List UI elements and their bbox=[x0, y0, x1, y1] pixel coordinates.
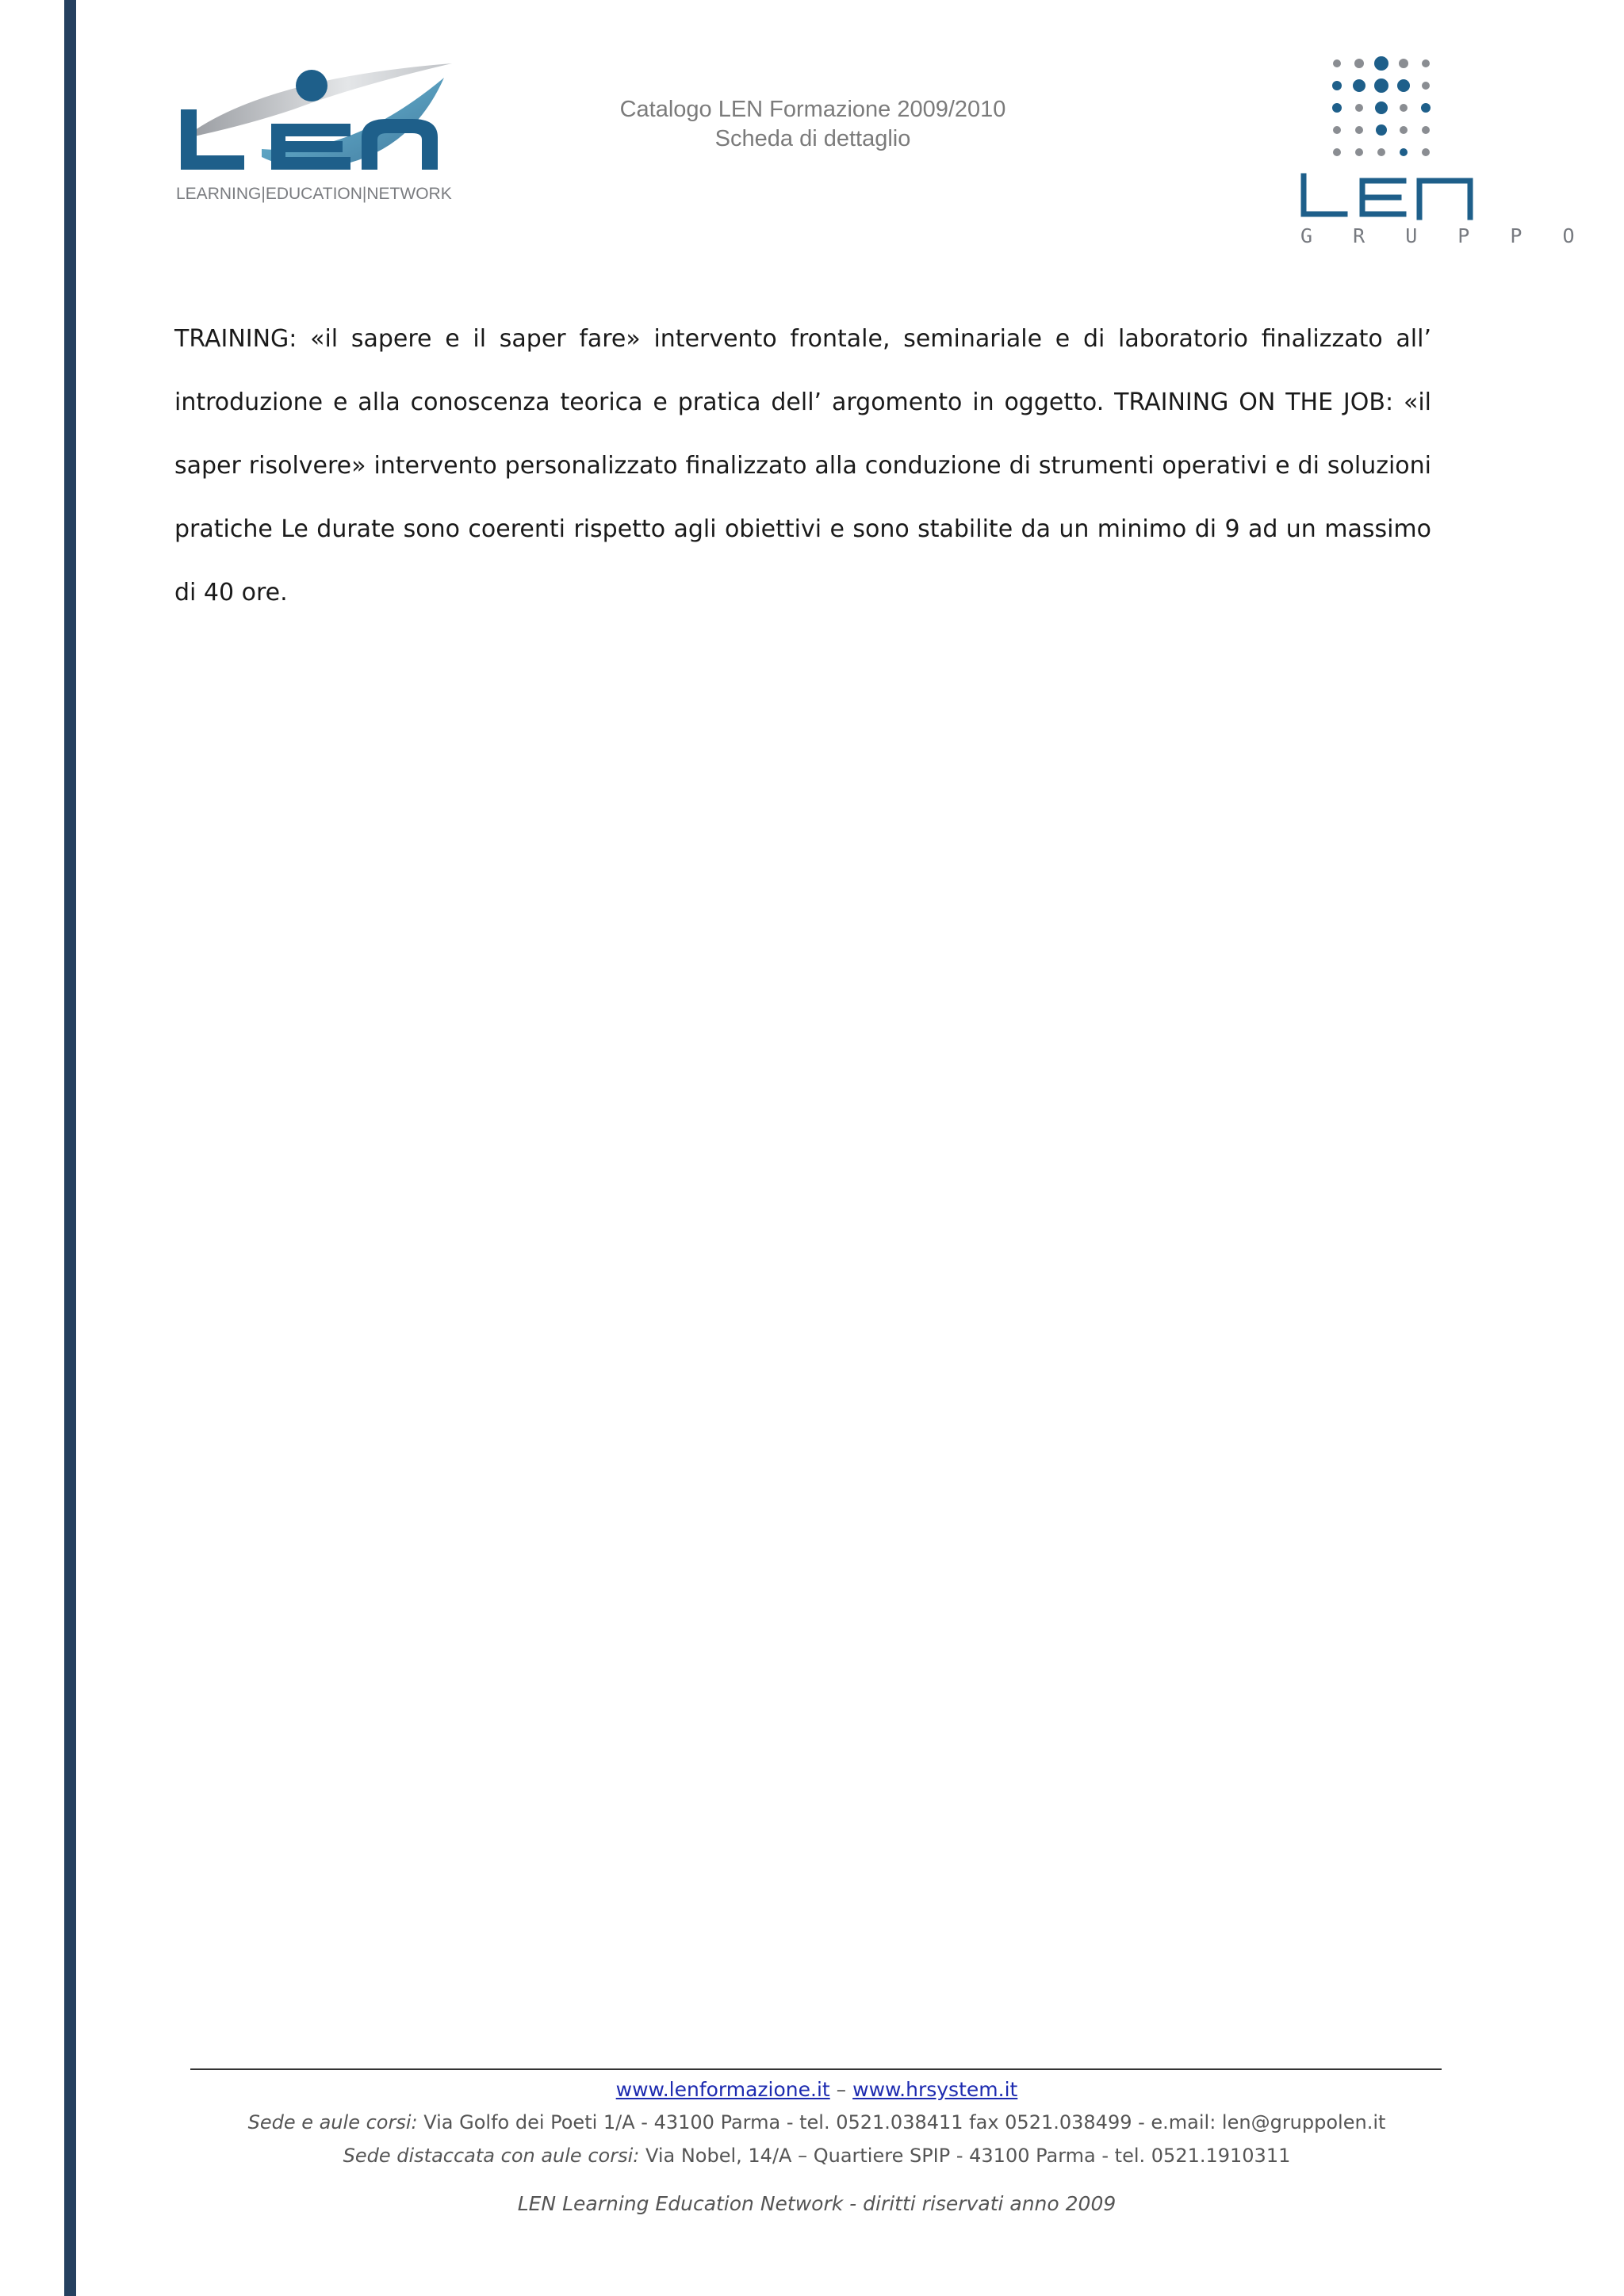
logo-tagline: LEARNING|EDUCATION|NETWORK bbox=[176, 185, 452, 203]
logo-dot bbox=[1422, 59, 1430, 67]
page-footer bbox=[111, 2074, 1522, 2220]
len-logo bbox=[174, 62, 460, 206]
main-address bbox=[111, 2106, 1522, 2139]
logo-dot bbox=[1377, 148, 1385, 156]
logo-dot bbox=[1376, 124, 1387, 136]
lenformazione-link[interactable]: www.lenformazione.it bbox=[615, 2078, 830, 2101]
len-gruppo-logo bbox=[1293, 55, 1589, 254]
logo-dot bbox=[1333, 126, 1341, 134]
secondary-address bbox=[111, 2139, 1522, 2172]
main-address-label: Sede e aule corsi: bbox=[247, 2111, 418, 2133]
gruppo-label: G R U P P O bbox=[1300, 224, 1589, 247]
logo-dot bbox=[1332, 81, 1342, 90]
dots-logo-graphic bbox=[1293, 55, 1483, 222]
logo-dot bbox=[1421, 103, 1431, 113]
logo-dot bbox=[1397, 79, 1410, 92]
logo-dot bbox=[1400, 104, 1408, 112]
logo-dot bbox=[1333, 148, 1341, 156]
logo-dot bbox=[1375, 101, 1388, 114]
logo-dot bbox=[1422, 82, 1430, 90]
link-separator: – bbox=[836, 2078, 847, 2101]
document-header bbox=[523, 95, 1102, 154]
logo-dot bbox=[1400, 148, 1408, 156]
logo-dot bbox=[1333, 59, 1341, 67]
logo-dot bbox=[1355, 148, 1363, 156]
logo-dot bbox=[1422, 148, 1430, 156]
footer-divider bbox=[190, 2068, 1442, 2070]
logo-dot bbox=[1354, 59, 1364, 68]
secondary-address-text: Via Nobel, 14/A – Quartiere SPIP - 43100 Parma - tel. 0521.1910311 bbox=[639, 2145, 1291, 2167]
main-address-text: Via Golfo dei Poeti 1/A - 43100 Parma - tel. 0521.038411 fax 0521.038499 - e.mail: len@gruppolen.it bbox=[417, 2111, 1386, 2133]
hrsystem-link[interactable]: www.hrsystem.it bbox=[852, 2078, 1018, 2101]
footer-links bbox=[111, 2074, 1522, 2106]
left-margin-bar bbox=[64, 0, 76, 2296]
logo-dot bbox=[1400, 126, 1408, 134]
logo-dot bbox=[1355, 126, 1363, 134]
logo-dot bbox=[1355, 104, 1363, 112]
secondary-address-label: Sede distaccata con aule corsi: bbox=[343, 2145, 640, 2167]
logo-dot bbox=[1374, 78, 1388, 93]
catalog-subtitle: Scheda di dettaglio bbox=[714, 126, 911, 151]
len-logo-graphic bbox=[174, 62, 460, 181]
logo-dot bbox=[1422, 126, 1430, 134]
copyright-notice: LEN Learning Education Network - diritti riservati anno 2009 bbox=[517, 2192, 1116, 2215]
logo-dot bbox=[1374, 56, 1388, 71]
logo-dot bbox=[1353, 79, 1365, 92]
logo-dot bbox=[1332, 103, 1342, 113]
training-description: TRAINING: «il sapere e il saper fare» intervento frontale, seminariale e di laboratorio finalizzato all’ introduzione e alla conoscenza teorica e pratica dell’ argomento in oggetto. TRAINING ON THE JOB: «il saper risolvere» intervento personalizzato finalizzato alla conduzione di strumenti operativi e di soluzioni pratiche Le durate sono coerenti rispetto agli obiettivi e sono stabilite da un minimo di 9 ad un massimo di 40 ore. bbox=[174, 325, 1431, 607]
logo-dot bbox=[1399, 59, 1408, 68]
catalog-title: Catalogo LEN Formazione 2009/2010 bbox=[619, 97, 1006, 122]
